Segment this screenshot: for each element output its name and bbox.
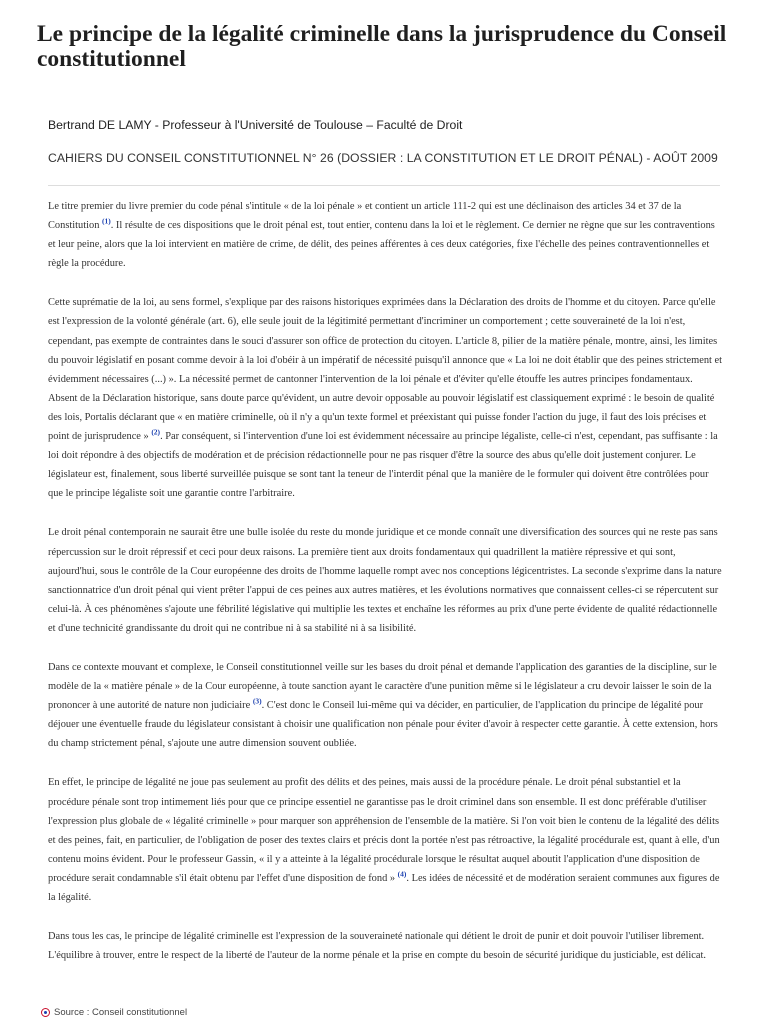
paragraph [48, 658, 724, 753]
footer-source-label[interactable]: Source : Conseil constitutionnel [54, 1007, 188, 1018]
article-title: Le principe de la légalité criminelle dans la jurisprudence du Conseil constitutionnel [37, 21, 727, 72]
article-body [48, 197, 724, 985]
paragraph-text: Dans tous les cas, le principe de légalité criminelle est l'expression de la souveraineté nationale qui détient le droit de punir et doit pouvoir l'utiliser librement. L'équilibre à trouver, entre le respect de la liberté de l'auteur de la norme pénale et la prise en compte du besoin de sécurité juridique du justiciable, est délicat. [48, 931, 706, 962]
paragraph-text: Le droit pénal contemporain ne saurait être une bulle isolée du reste du monde juridique et ce monde connaît une diversification des sources qui ne reste pas sans répercussion sur le droit répressif et ceci pour deux raisons. La première tient aux droits fondamentaux qui quadrillent la matière répressive et qui sont, aujourd'hui, sous le contrôle de la Cour européenne des droits de l'homme laquelle rompt avec nos conceptions légicentristes. La seconde s'exprime dans la nature sanctionnatrice d'un droit pénal qui vient prêter l'appui de ces peines aux autres matières, et les évolutions normatives que connaissent celles-ci se répercutent sur celui-là. À ces phénomènes s'ajoute une fébrilité législative qui multiplie les textes et enchaîne les réformes au prix d'une perte évidente de qualité rédactionnelle et d'une technicité grandissante du droit qui ne contribue ni à sa stabilité ni à sa lisibilité. [48, 527, 722, 634]
paragraph-text: . C'est donc le Conseil lui-même qui va décider, en particulier, de l'application du principe de légalité pour déjouer une éventuelle fraude du législateur consistant à choisir une qualification non pénale pour éviter d'avoir à respecter cette garantie. À cette extension, hors du champ strictement pénal, s'ajoute une autre dimension souvent oubliée. [48, 700, 718, 750]
publication-source: CAHIERS DU CONSEIL CONSTITUTIONNEL N° 26 (DOSSIER : LA CONSTITUTION ET LE DROIT PÉNAL) - AOÛT 2009 [48, 151, 718, 165]
footnote-reference[interactable]: (4) [397, 869, 407, 879]
footnote-reference[interactable]: (2) [151, 427, 161, 437]
paragraph [48, 197, 724, 273]
paragraph-text: . Les idées de nécessité et de modération seraient communes aux figures de la légalité. [48, 872, 720, 903]
paragraph [48, 773, 724, 907]
paragraph-text: . Il résulte de ces dispositions que le droit pénal est, tout entier, contenu dans la loi et le règlement. Ce dernier ne règne que sur les contraventions et leur peine, alors que la loi intervient en matière de crime, de délit, des peines afférentes à ces deux catégories, fixe l'échelle des peines contraventionnelles et règle la procédure. [48, 220, 715, 270]
author-line: Bertrand DE LAMY - Professeur à l'Université de Toulouse – Faculté de Droit [48, 118, 463, 132]
footer-source[interactable] [41, 1007, 187, 1018]
paragraph-text: Cette suprématie de la loi, au sens formel, s'explique par des raisons historiques exprimées dans la Déclaration des droits de l'homme et du citoyen. Parce qu'elle est l'expression de la volonté générale (art. 6), elle seule jouit de la légitimité permettant d'incriminer un comportement ; cette souveraineté de la loi n'est, cependant, pas exempte de contraintes dans le souci d'assurer son office de protection du citoyen. L'article 8, pilier de la matière pénale, montre, ainsi, les limites du pouvoir législatif en posant comme devoir à la loi d'obéir à un impératif de nécessité puisqu'il annonce que « La loi ne doit établir que des peines strictement et évidemment nécessaires (...) ». La nécessité permet de cantonner l'intervention de la loi pénale et d'éviter qu'elle étouffe les autres principes fondamentaux. Absent de la Déclaration historique, sans doute parce qu'évident, un autre devoir opposable au pouvoir législatif est classiquement exprimé : le besoin de qualité des lois, Portalis déclarant que « en matière criminelle, où il n'y a qu'un texte formel et préexistant qui puisse fonder l'action du juge, il faut des lois précises et point de jurisprudence » [48, 297, 723, 443]
paragraph [48, 927, 724, 965]
paragraph [48, 293, 724, 503]
paragraph-text: . Par conséquent, si l'intervention d'une loi est évidemment nécessaire au principe légaliste, celle-ci n'est, cependant, pas suffisante : la loi doit répondre à des objectifs de modération et de précision rédactionnelle pour ne pas risquer d'être la source des abus qu'elle doit justement conjurer. Le législateur est, finalement, sous liberté surveillée puisque se sont tant la teneur de l'interdit pénal que la manière de le formuler qui doivent être contrôlées pour que le principe légaliste soit une garantie contre l'arbitraire. [48, 431, 718, 500]
paragraph-text: En effet, le principe de légalité ne joue pas seulement au profit des délits et des peines, mais aussi de la procédure pénale. Le droit pénal substantiel et la procédure pénale sont trop intimement liés pour que ce principe essentiel ne garantisse pas le droit criminel dans son ensemble. Il est donc préférable d'utiliser l'expression plus globale de « légalité criminelle » pour marquer son appréhension de l'ensemble de la matière. Si l'on voit bien le contenu de la légalité des délits et des peines, fait, en particulier, de l'obligation de poser des textes clairs et précis dont la portée n'est pas rétroactive, la légalité procédurale est, quant à elle, d'un contenu moins évident. Pour le professeur Gassin, « il y a atteinte à la légalité procédurale lorsque le résultat auquel aboutit l'application d'une disposition de procédure serait condamnable s'il était obtenu par l'effet d'une disposition de fond » [48, 777, 720, 884]
footnote-reference[interactable]: (3) [252, 696, 262, 706]
paragraph [48, 523, 724, 638]
paragraph-text: Le titre premier du livre premier du code pénal s'intitule « de la loi pénale » et contient un article 111-2 qui est une déclinaison des articles 34 et 37 de la Constitution [48, 201, 682, 232]
divider [48, 185, 720, 186]
conseil-logo-icon [41, 1008, 50, 1017]
footnote-reference[interactable]: (1) [101, 216, 111, 226]
paragraph-text: Dans ce contexte mouvant et complexe, le Conseil constitutionnel veille sur les bases du droit pénal et demande l'application des garanties de la discipline, sur le modèle de la « matière pénale » de la Cour européenne, à toute sanction ayant le caractère d'une punition même si le législateur a cru devoir laisser le soin de la prononcer à une autorité de nature non judiciaire [48, 661, 717, 712]
